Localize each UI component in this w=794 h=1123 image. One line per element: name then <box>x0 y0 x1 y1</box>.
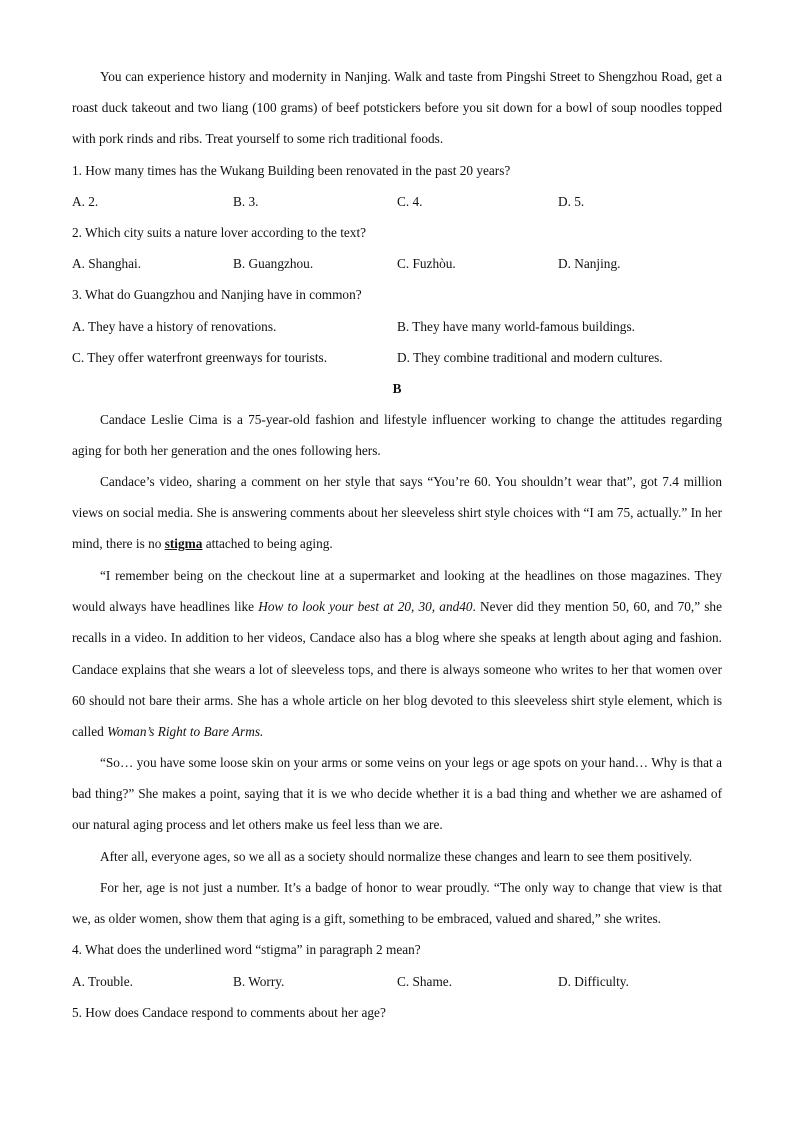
q3-option-a: A. They have a history of renovations. <box>72 319 277 334</box>
q1-option-d: D. 5. <box>558 194 585 209</box>
passage-b-paragraph-3 <box>72 560 722 747</box>
question-1-stem: 1. How many times has the Wukang Building been renovated in the past 20 years? <box>72 163 511 178</box>
question-3-stem: 3. What do Guangzhou and Nanjing have in common? <box>72 287 362 302</box>
q1-option-b: B. 3. <box>233 194 259 209</box>
p3-text-b: . Never did they mention 50, 60, and 70,” she recalls in a video. In addition to her videos, Candace also has a blog where she speaks at length about aging and fashion. Candace explains that she wears a lot of sleeveless tops, and there is always someone who writes to her that women over 60 should not bare their arms. She has a whole article on her blog devoted to this sleeveless shirt style element, which is called <box>72 599 722 740</box>
q4-option-d: D. Difficulty. <box>558 974 629 989</box>
passage-a-paragraph: You can experience history and modernity in Nanjing. Walk and taste from Pingshi Street to Shengzhou Road, get a roast duck takeout and two liang (100 grams) of beef potstickers before you sit down for a bowl of soup noodles topped with pork rinds and ribs. Treat yourself to some rich traditional foods. <box>72 69 722 147</box>
passage-b-paragraph-6: For her, age is not just a number. It’s a badge of honor to wear proudly. “The only way to change that view is that we, as older women, show them that aging is a gift, something to be embraced, valued and shared,” she writes. <box>72 880 722 927</box>
underlined-word-stigma: stigma <box>164 536 203 552</box>
passage-b-paragraph-4: “So… you have some loose skin on your arms or some veins on your legs or age spots on your hand… Why is that a bad thing?” She makes a point, saying that it is we who decide whether it is a bad thing and whether we are ashamed of our natural aging process and let others make us feel less than we are. <box>72 755 722 833</box>
q3-option-b: B. They have many world-famous buildings. <box>397 319 635 334</box>
q3-option-d: D. They combine traditional and modern cultures. <box>397 350 663 365</box>
passage-b-paragraph-5: After all, everyone ages, so we all as a society should normalize these changes and learn to see them positively. <box>100 849 693 864</box>
q2-option-a: A. Shanghai. <box>72 256 142 271</box>
q1-option-a: A. 2. <box>72 194 99 209</box>
q2-option-d: D. Nanjing. <box>558 256 621 271</box>
p3-text-a: “I remember being on the checkout line at a supermarket and looking at the headlines on those magazines. They would always have headlines like <box>72 568 722 615</box>
q1-option-c: C. 4. <box>397 194 423 209</box>
question-2-stem: 2. Which city suits a nature lover according to the text? <box>72 225 367 240</box>
q3-option-c: C. They offer waterfront greenways for tourists. <box>72 350 328 365</box>
section-b-heading: B <box>392 381 402 396</box>
p3-headline-italic: How to look your best at 20, 30, and40 <box>258 599 473 615</box>
q2-option-b: B. Guangzhou. <box>233 256 314 271</box>
q4-option-a: A. Trouble. <box>72 974 133 989</box>
passage-b-paragraph-2 <box>72 466 722 560</box>
p2-text-after: attached to being aging. <box>202 536 333 552</box>
p3-article-title: Woman’s Right to Bare Arms. <box>107 724 264 740</box>
q4-option-b: B. Worry. <box>233 974 285 989</box>
passage-b-paragraph-1: Candace Leslie Cima is a 75-year-old fashion and lifestyle influencer working to change the attitudes regarding aging for both her generation and the ones following hers. <box>72 412 722 459</box>
p2-text-before: Candace’s video, sharing a comment on her style that says “You’re 60. You shouldn’t wear that”, got 7.4 million views on social media. She is answering comments about her sleeveless shirt style choices with “I am 75, actually.” In her mind, there is no <box>72 474 722 552</box>
question-5-stem: 5. How does Candace respond to comments about her age? <box>72 1005 386 1020</box>
question-4-stem: 4. What does the underlined word “stigma” in paragraph 2 mean? <box>72 942 421 957</box>
q4-option-c: C. Shame. <box>397 974 453 989</box>
q2-option-c: C. Fuzhòu. <box>397 256 456 271</box>
